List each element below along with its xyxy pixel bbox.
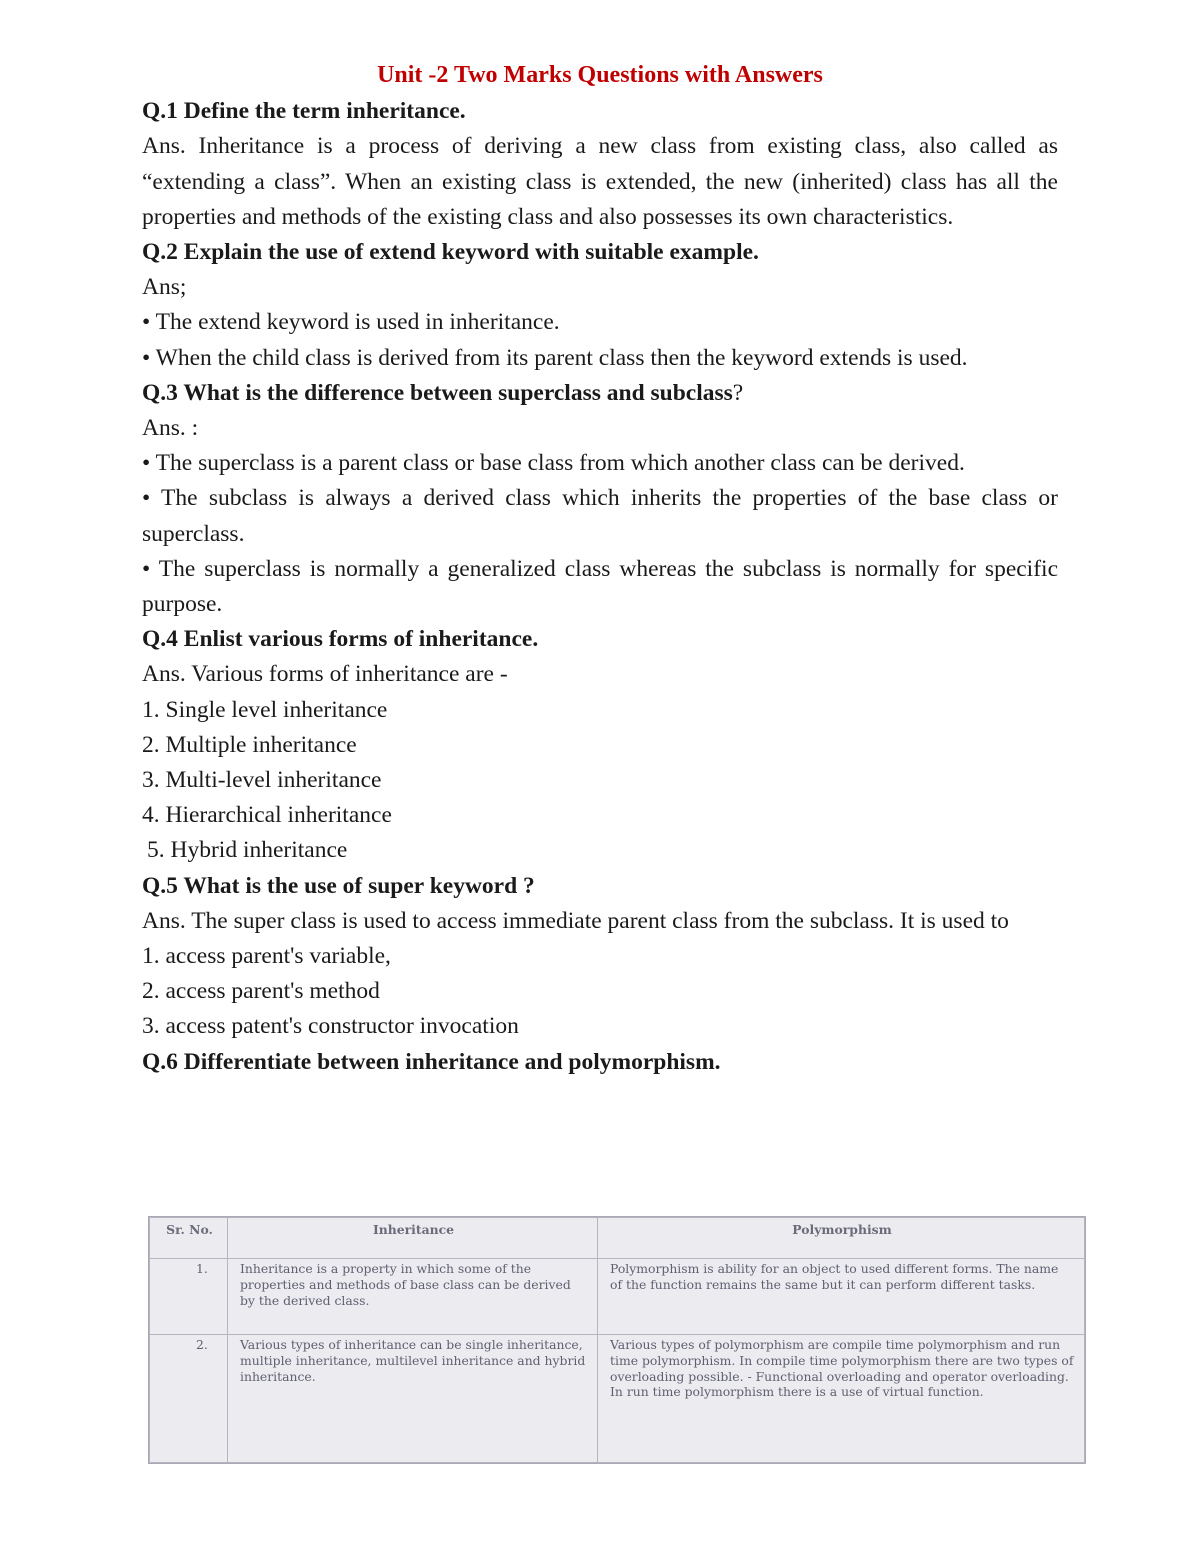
cell-inheritance: Various types of inheritance can be single inheritance, multiple inheritance, multilevel inheritance and hybrid inheritance. bbox=[228, 1335, 598, 1463]
answer-2-point: • The extend keyword is used in inheritance. bbox=[142, 309, 560, 336]
header-polymorphism: Polymorphism bbox=[598, 1218, 1085, 1259]
list-item: 2. access parent's method bbox=[142, 978, 380, 1005]
question-3-mark: ? bbox=[732, 379, 744, 406]
list-item: 2. Multiple inheritance bbox=[142, 731, 357, 758]
answer-2-point: • When the child class is derived from its parent class then the keyword extends is used. bbox=[142, 344, 968, 371]
list-item: 5. Hybrid inheritance bbox=[147, 837, 348, 864]
question-3-text: Q.3 What is the difference between superclass and subclass bbox=[142, 379, 733, 406]
list-item: 3. access patent's constructor invocation bbox=[142, 1013, 519, 1040]
header-inheritance: Inheritance bbox=[228, 1218, 598, 1259]
table-row bbox=[150, 1259, 1085, 1335]
table-header-row bbox=[150, 1218, 1085, 1259]
answer-3-point: • The subclass is always a derived class which inherits the properties of the base class or superclass. bbox=[142, 485, 1058, 547]
answer-3-point: • The superclass is a parent class or base class from which another class can be derived. bbox=[142, 450, 965, 477]
cell-polymorphism: Polymorphism is ability for an object to used different forms. The name of the function remains the same but it can perform different tasks. bbox=[598, 1259, 1085, 1335]
header-sr-no: Sr. No. bbox=[150, 1218, 228, 1259]
cell-inheritance: Inheritance is a property in which some of the properties and methods of base class can be derived by the derived class. bbox=[228, 1259, 598, 1335]
answer-5: Ans. The super class is used to access immediate parent class from the subclass. It is used to bbox=[142, 907, 1009, 934]
answer-4-label: Ans. Various forms of inheritance are - bbox=[142, 661, 508, 688]
list-item: 4. Hierarchical inheritance bbox=[142, 802, 392, 829]
answer-3-label: Ans. : bbox=[142, 415, 199, 442]
comparison-table bbox=[149, 1217, 1085, 1463]
question-3 bbox=[142, 376, 1058, 411]
answer-2-label: Ans; bbox=[142, 274, 187, 301]
comparison-table-image bbox=[148, 1216, 1086, 1464]
document-page bbox=[142, 58, 1058, 1080]
list-item: 1. access parent's variable, bbox=[142, 943, 391, 970]
list-item: 3. Multi-level inheritance bbox=[142, 767, 382, 794]
question-6: Q.6 Differentiate between inheritance and polymorphism. bbox=[142, 1048, 721, 1075]
question-1: Q.1 Define the term inheritance. bbox=[142, 98, 466, 125]
cell-sr: 2. bbox=[150, 1335, 228, 1463]
answer-3-point: • The superclass is normally a generalized class whereas the subclass is normally for specific purpose. bbox=[142, 555, 1058, 618]
question-2: Q.2 Explain the use of extend keyword with suitable example. bbox=[142, 239, 759, 266]
page-title: Unit -2 Two Marks Questions with Answers bbox=[377, 62, 823, 88]
table-row bbox=[150, 1335, 1085, 1463]
cell-polymorphism: Various types of polymorphism are compile time polymorphism and run time polymorphism. In compile time polymorphism there are two types of overloading possible. - Functional overloading and operator overloading. In run time polymorphism there is a use of virtual function. bbox=[598, 1335, 1085, 1463]
question-5: Q.5 What is the use of super keyword ? bbox=[142, 872, 535, 899]
list-item: 1. Single level inheritance bbox=[142, 696, 388, 723]
answer-1: Ans. Inheritance is a process of deriving a new class from existing class, also called as “extending a class”. When an existing class is extended, the new (inherited) class has all the properties and methods of the existing class and also possesses its own characteristics. bbox=[142, 133, 1058, 230]
cell-sr: 1. bbox=[150, 1259, 228, 1335]
question-4: Q.4 Enlist various forms of inheritance. bbox=[142, 626, 539, 653]
